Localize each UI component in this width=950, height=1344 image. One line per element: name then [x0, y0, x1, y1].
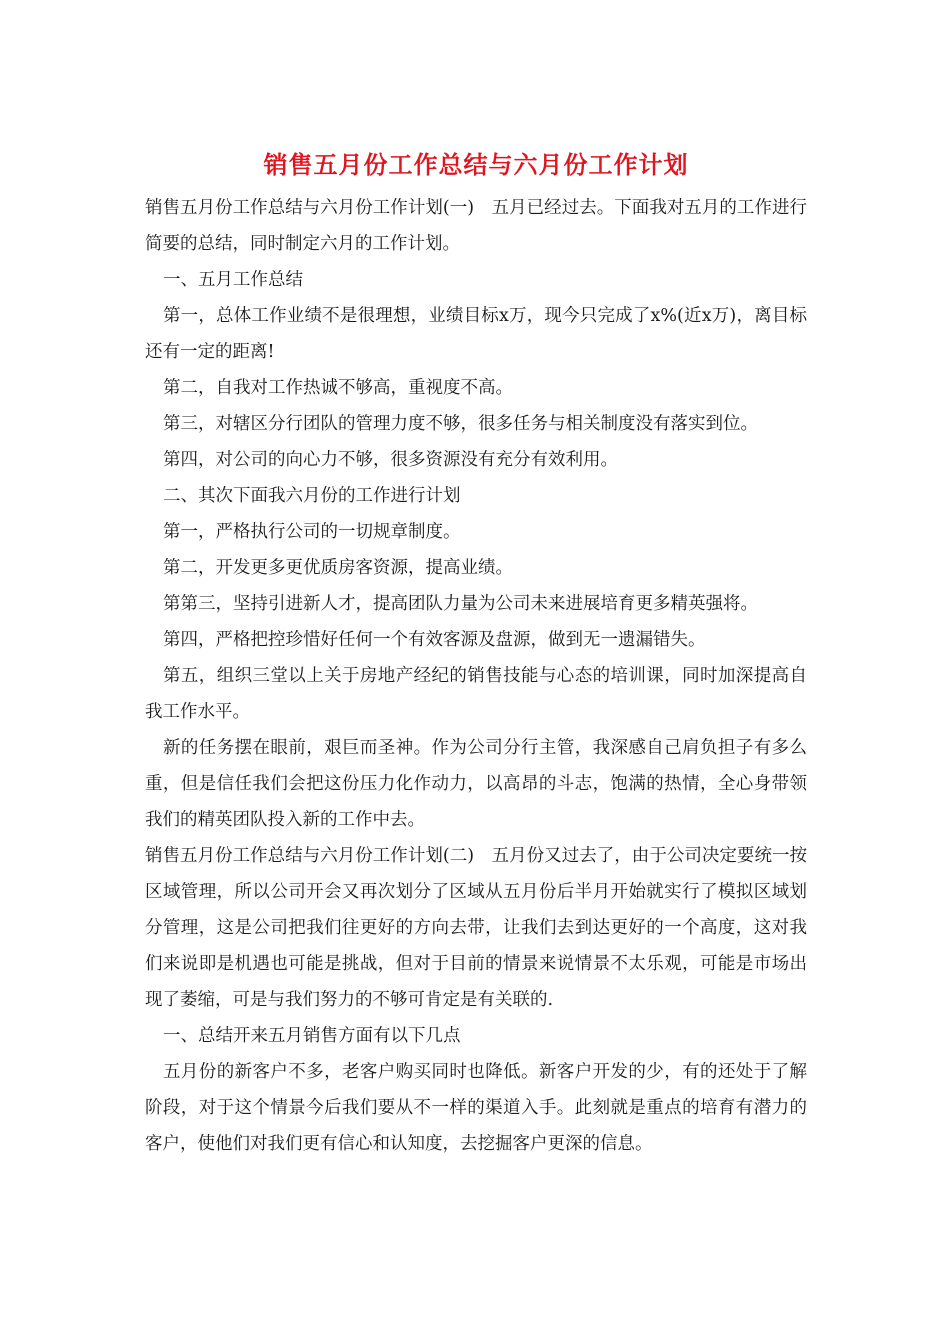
heading-may-summary: 一、五月工作总结 [163, 270, 303, 290]
paragraph-item: 第四，对公司的向心力不够，很多资源没有充分有效利用。 [163, 450, 618, 470]
paragraph-item: 第二，自我对工作热诚不够高，重视度不高。 [163, 378, 513, 398]
document-body [145, 190, 807, 1162]
heading-june-plan: 二、其次下面我六月份的工作进行计划 [163, 486, 461, 506]
paragraph-intro-1: 销售五月份工作总结与六月份工作计划(一) 五月已经过去。下面我对五月的工作进行简要的总结，同时制定六月的工作计划。 [145, 198, 807, 254]
paragraph-item: 第一，严格执行公司的一切规章制度。 [163, 522, 461, 542]
paragraph-closing: 新的任务摆在眼前，艰巨而圣神。作为公司分行主管，我深感自己肩负担子有多么重，但是信任我们会把这份压力化作动力，以高昂的斗志，饱满的热情，全心身带领我们的精英团队投入新的工作中去。 [145, 738, 807, 830]
paragraph-item: 五月份的新客户不多，老客户购买同时也降低。新客户开发的少，有的还处于了解阶段，对于这个情景今后我们要从不一样的渠道入手。此刻就是重点的培育有潜力的客户，使他们对我们更有信心和认知度，去挖掘客户更深的信息。 [145, 1062, 807, 1154]
document-page [145, 148, 807, 1162]
paragraph-item: 第四，严格把控珍惜好任何一个有效客源及盘源，做到无一遗漏错失。 [163, 630, 706, 650]
paragraph-intro-2: 销售五月份工作总结与六月份工作计划(二) 五月份又过去了，由于公司决定要统一按区域管理，所以公司开会又再次划分了区域从五月份后半月开始就实行了模拟区域划分管理，这是公司把我们往更好的方向去带，让我们去到达更好的一个高度，这对我们来说即是机遇也可能是挑战，但对于目前的情景来说情景不太乐观，可能是市场出现了萎缩，可是与我们努力的不够可肯定是有关联的. [145, 846, 807, 1010]
paragraph-item: 第三，对辖区分行团队的管理力度不够，很多任务与相关制度没有落实到位。 [163, 414, 758, 434]
paragraph-item: 第五，组织三堂以上关于房地产经纪的销售技能与心态的培训课，同时加深提高自我工作水平。 [145, 666, 807, 722]
paragraph-item: 第一，总体工作业绩不是很理想，业绩目标x万，现今只完成了x%(近x万)，离目标还有一定的距离! [145, 306, 807, 362]
paragraph-item: 第第三，坚持引进新人才，提高团队力量为公司未来进展培育更多精英强将。 [163, 594, 758, 614]
document-title: 销售五月份工作总结与六月份工作计划 [263, 150, 689, 179]
paragraph-item: 第二，开发更多更优质房客资源，提高业绩。 [163, 558, 513, 578]
heading-sales-summary: 一、总结开来五月销售方面有以下几点 [163, 1026, 461, 1046]
